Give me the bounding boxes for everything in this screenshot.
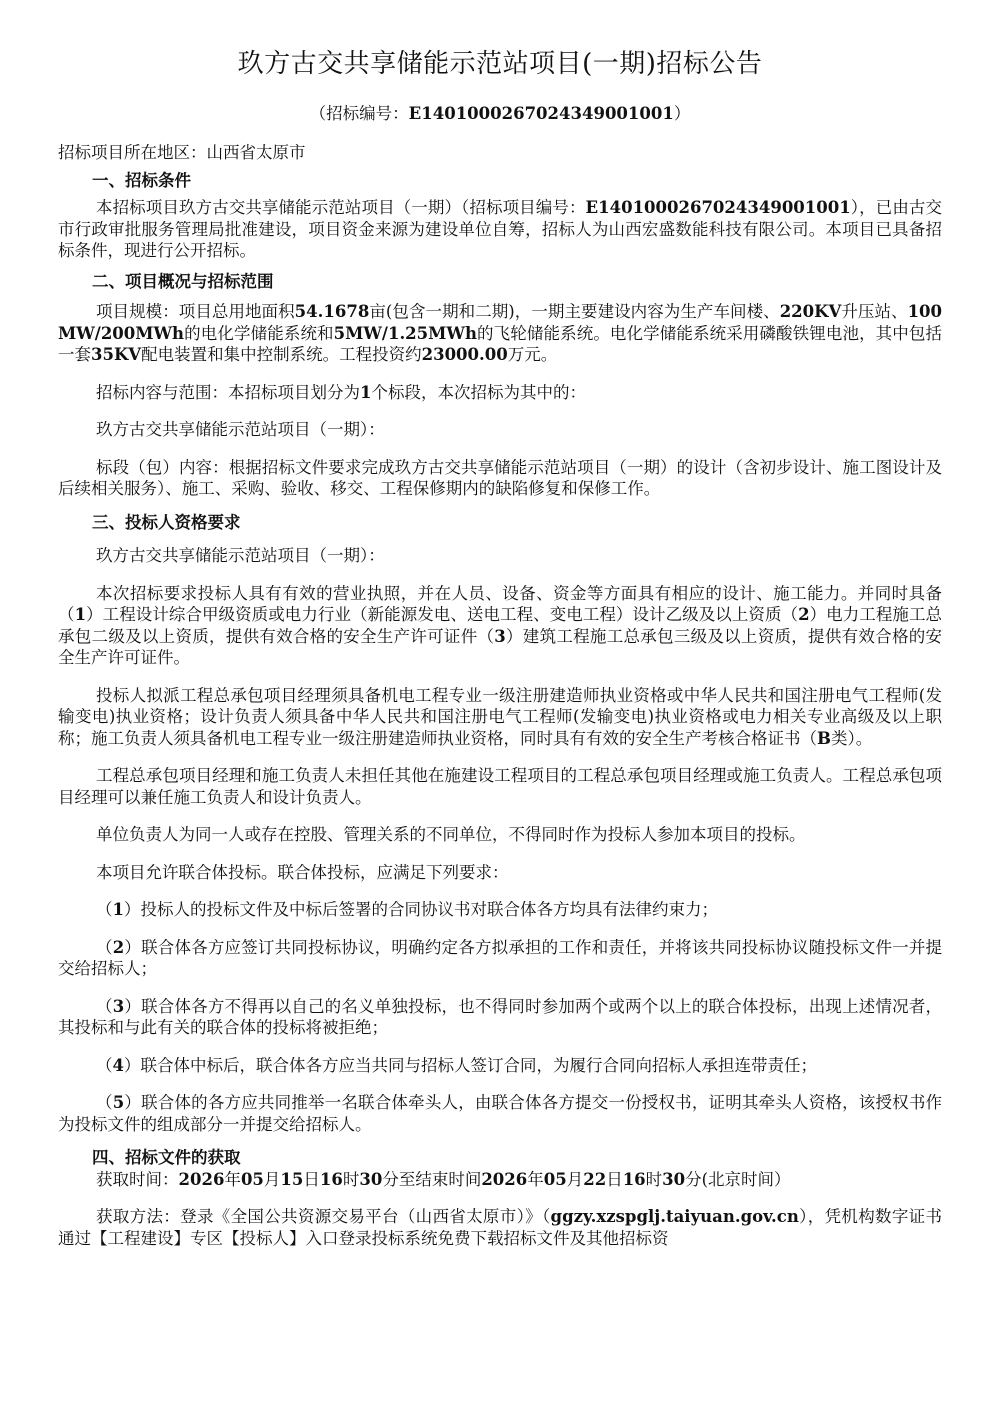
bid-number: E1401000267024349001001 [408, 104, 674, 123]
s2-paragraph-scale: 项目规模：项目总用地面积54.1678亩(包含一期和二期)，一期主要建设内容为生产车间楼、220KV升压站、100MW/200MWh的电化学储能系统和5MW/1.25MWh的飞轮储能系统。电化学储能系统采用磷酸铁锂电池，其中包括一套35KV配电装置和集中控制系统。工程投资约23000.00万元。 [58, 302, 943, 364]
s2-paragraph-project: 玖方古交共享储能示范站项目（一期）： [96, 420, 385, 439]
section-heading-1: 一、招标条件 [92, 170, 191, 190]
acquisition-time: 获取时间：2026年05月15日16时30分至结束时间2026年05月22日16时30分(北京时间） [96, 1169, 791, 1189]
s3-paragraph-project: 玖方古交共享储能示范站项目（一期）： [96, 546, 385, 565]
section-heading-2: 二、项目概况与招标范围 [92, 271, 274, 291]
s2-paragraph-scope: 招标内容与范围：本招标项目划分为1个标段，本次招标为其中的： [96, 382, 586, 402]
location-label: 招标项目所在地区： [58, 143, 207, 162]
consortium-requirement-1: （1）投标人的投标文件及中标后签署的合同协议书对联合体各方均具有法律约束力； [96, 900, 718, 919]
s3-paragraph-qualifications: 本次招标要求投标人具有有效的营业执照，并在人员、设备、资金等方面具有相应的设计、施工能力。并同时具备（1）工程设计综合甲级资质或电力行业（新能源发电、送电工程、变电工程）设计乙级及以上资质（2）电力工程施工总承包二级及以上资质，提供有效合格的安全生产许可证件（3）建筑工程施工总承包三级及以上资质，提供有效合格的安全生产许可证件。 [58, 583, 943, 667]
acquisition-method: 获取方法：登录《全国公共资源交易平台（山西省太原市）》（ggzy.xzspglj.taiyuan.gov.cn），凭机构数字证书通过【工程建设】专区【投标人】入口登录投标系统免费下载招标文件及其他招标资 [58, 1207, 943, 1248]
bid-number-suffix: ） [673, 104, 691, 123]
location-line [58, 142, 942, 164]
consortium-requirement-5: （5）联合体的各方应共同推举一名联合体牵头人，由联合体各方提交一份授权书，证明其牵头人资格，该授权书作为投标文件的组成部分一并提交给招标人。 [58, 1093, 943, 1134]
consortium-requirement-2: （2）联合体各方应签订共同投标协议，明确约定各方拟承担的工作和责任，并将该共同投标协议随投标文件一并提交给招标人； [58, 937, 943, 978]
s3-paragraph-unit: 单位负责人为同一人或存在控股、管理关系的不同单位，不得同时作为投标人参加本项目的投标。 [96, 825, 806, 844]
location-value: 山西省太原市 [206, 143, 306, 162]
consortium-requirement-3: （3）联合体各方不得再以自己的名义单独投标，也不得同时参加两个或两个以上的联合体投标，出现上述情况者，其投标和与此有关的联合体的投标将被拒绝； [58, 996, 943, 1037]
bid-number-prefix: （招标编号： [309, 104, 409, 123]
s2-paragraph-lot: 标段（包）内容：根据招标文件要求完成玖方古交共享储能示范站项目（一期）的设计（含初步设计、施工图设计及后续相关服务）、施工、采购、验收、移交、工程保修期内的缺陷修复和保修工作。 [58, 457, 942, 498]
section-heading-4: 四、招标文件的获取 [92, 1148, 241, 1167]
consortium-requirement-4: （4）联合体中标后，联合体各方应当共同与招标人签订合同，为履行合同向招标人承担连带责任； [96, 1055, 817, 1075]
s3-paragraph-personnel: 投标人拟派工程总承包项目经理须具备机电工程专业一级注册建造师执业资格或中华人民共和国注册电气工程师(发输变电)执业资格；设计负责人须具备中华人民共和国注册电气工程师(发输变电)执业资格或电力相关专业高级及以上职称；施工负责人须具备机电工程专业一级注册建造师执业资格，同时具有有效的安全生产考核合格证书（B类）。 [58, 685, 942, 748]
document-title: 玖方古交共享储能示范站项目(一期)招标公告 [237, 49, 763, 79]
platform-url: ggzy.xzspglj.taiyuan.gov.cn [550, 1207, 799, 1226]
s1-bid-number: E1401000267024349001001 [585, 198, 851, 217]
s3-paragraph-consortium: 本项目允许联合体投标。联合体投标，应满足下列要求： [96, 862, 509, 882]
s1-paragraph-1: 本招标项目玖方古交共享储能示范站项目（一期）（招标项目编号：E1401000267024349001001），已由古交市行政审批服务管理局批准建设，项目资金来源为建设单位自筹，招标人为山西宏盛数能科技有限公司。本项目已具备招标条件，现进行公开招标。 [58, 198, 943, 260]
s3-paragraph-manager: 工程总承包项目经理和施工负责人未担任其他在施建设工程项目的工程总承包项目经理或施工负责人。工程总承包项目经理可以兼任施工负责人和设计负责人。 [58, 766, 942, 807]
bid-number-line [58, 102, 942, 126]
section-heading-3: 三、投标人资格要求 [92, 512, 241, 532]
